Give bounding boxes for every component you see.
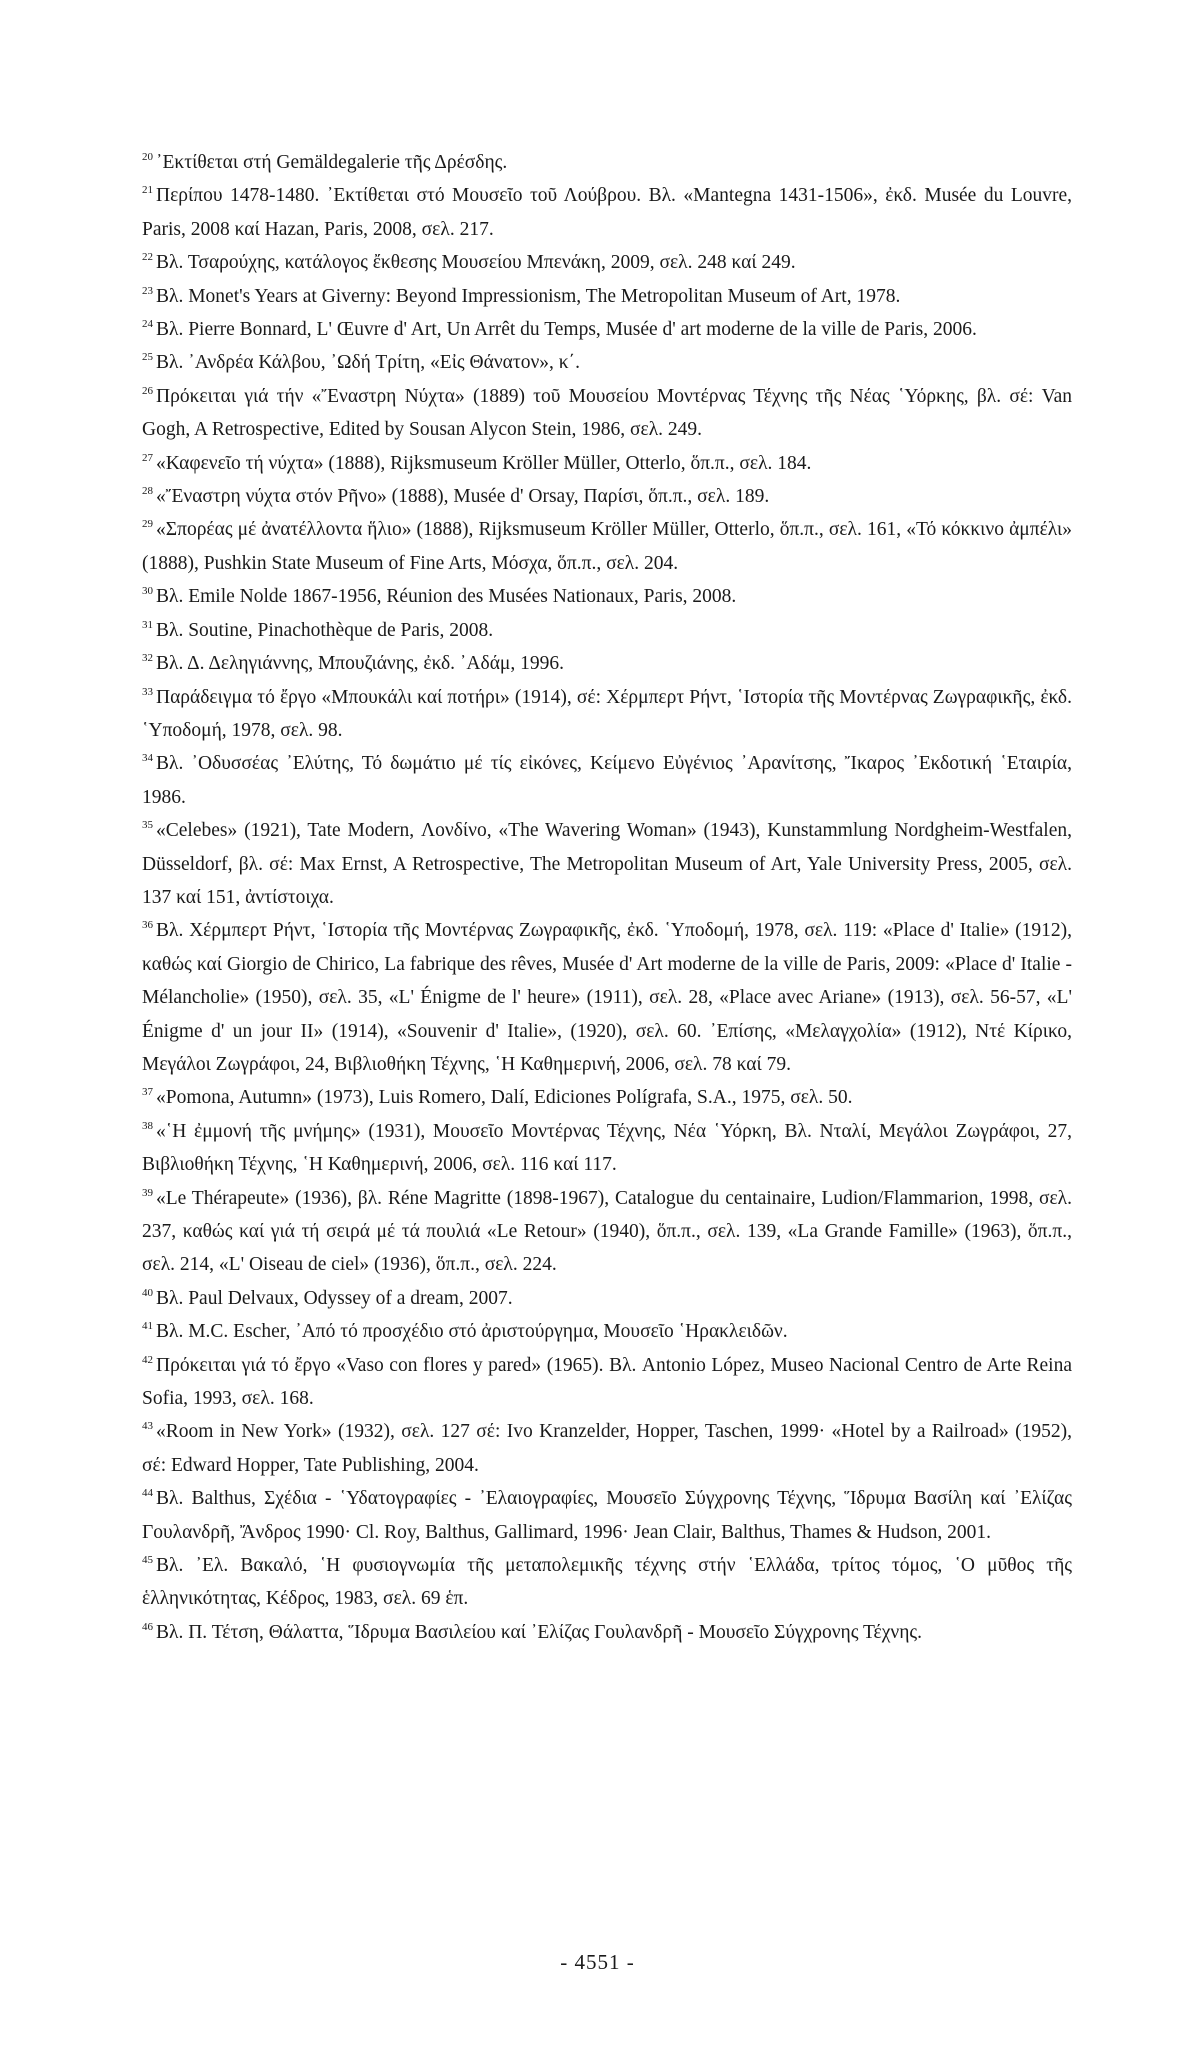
footnote-number: 31	[142, 618, 153, 631]
footnote	[142, 1282, 1072, 1315]
footnote-text: Βλ. ᾿Οδυσσέας ᾿Ελύτης, Τό δωμάτιο μέ τίς εἰκόνες, Κείμενο Εὐγένιος ᾿Αρανίτσης, Ἴκαρος ᾿Εκδοτική ῾Εταιρία, 1986.	[142, 753, 1072, 808]
footnote-text: Βλ. Χέρμπερτ Ρήντ, ῾Ιστορία τῆς Μοντέρνας Ζωγραφικῆς, ἐκδ. ῾Υποδομή, 1978, σελ. 119: «Place d' Italie» (1912), καθώς καί Giorgio de Chirico, La fabrique des rêves, Musée d' Art moderne de la ville de Paris, 2009: «Place d' Italie - Mélancholie» (1950), σελ. 35, «L' Énigme de l' heure» (1911), σελ. 28, «Place avec Ariane» (1913), σελ. 56-57, «L' Énigme d' un jour II» (1914), «Souvenir d' Italie», (1920), σελ. 60. ᾿Επίσης, «Μελαγχολία» (1912), Ντέ Κίρικο, Μεγάλοι Ζωγράφοι, 24, Βιβλιοθήκη Τέχνης, ῾Η Καθημερινή, 2006, σελ. 78 καί 79.	[142, 920, 1072, 1075]
footnote-number: 45	[142, 1554, 153, 1567]
footnote	[142, 380, 1072, 447]
footnote-number: 42	[142, 1353, 153, 1366]
footnote-text: «Le Thérapeute» (1936), βλ. Réne Magritte (1898-1967), Catalogue du centainaire, Ludion/Flammarion, 1998, σελ. 237, καθώς καί γιά τή σειρά μέ τά πουλιά «Le Retour» (1940), ὅπ.π., σελ. 139, «La Grande Famille» (1963), ὅπ.π., σελ. 214, «L' Oiseau de ciel» (1936), ὅπ.π., σελ. 224.	[142, 1187, 1072, 1276]
footnote	[142, 313, 1072, 346]
footnote	[142, 1549, 1072, 1616]
footnote-number: 33	[142, 685, 153, 698]
footnote-text: Βλ. Balthus, Σχέδια - ῾Υδατογραφίες - ᾿Ελαιογραφίες, Μουσεῖο Σύγχρονης Τέχνης, Ἵδρυμα Βασίλη καί ᾿Ελίζας Γουλανδρῆ, Ἄνδρος 1990· Cl. Roy, Balthus, Gallimard, 1996· Jean Clair, Balthus, Thames & Hudson, 2001.	[142, 1488, 1072, 1543]
footnote	[142, 814, 1072, 914]
footnote	[142, 513, 1072, 580]
footnote	[142, 580, 1072, 613]
footnote-number: 29	[142, 518, 153, 531]
footnote-text: Βλ. Τσαρούχης, κατάλογος ἔκθεσης Μουσείου Μπενάκη, 2009, σελ. 248 καί 249.	[156, 252, 796, 274]
page-number: - 4551 -	[560, 1950, 635, 1974]
footnote-number: 22	[142, 251, 153, 264]
footnote	[142, 1315, 1072, 1348]
footnote	[142, 1349, 1072, 1416]
footnote-number: 30	[142, 585, 153, 598]
footnote-number: 24	[142, 318, 153, 331]
footnote-text: ᾿Εκτίθεται στή Gemäldegalerie τῆς Δρέσδης.	[156, 152, 508, 173]
footnote-text: Πρόκειται γιά τό ἔργο «Vaso con flores y pared» (1965). Βλ. Antonio López, Museo Nacional Centro de Arte Reina Sofia, 1993, σελ. 168.	[142, 1354, 1072, 1410]
footnote	[142, 246, 1072, 279]
footnote	[142, 614, 1072, 647]
footnote-text: «Pomona, Autumn» (1973), Luis Romero, Dalí, Ediciones Polígrafa, S.A., 1975, σελ. 50.	[156, 1087, 853, 1109]
footnote-text: Βλ. Paul Delvaux, Odyssey of a dream, 2007.	[156, 1287, 513, 1309]
footnote-number: 27	[142, 451, 153, 464]
footnote-number: 40	[142, 1286, 153, 1299]
footnote-number: 39	[142, 1186, 153, 1199]
footnote-text: Βλ. Soutine, Pinachothèque de Paris, 2008.	[156, 619, 494, 641]
footnote	[142, 1081, 1072, 1114]
footnote	[142, 1115, 1072, 1182]
footnote-text: «Καφενεῖο τή νύχτα» (1888), Rijksmuseum Kröller Müller, Otterlo, ὅπ.π., σελ. 184.	[156, 452, 812, 474]
footnote	[142, 447, 1072, 480]
footnote-text: «Σπορέας μέ ἀνατέλλοντα ἥλιο» (1888), Rijksmuseum Kröller Müller, Otterlo, ὅπ.π., σελ. 161, «Τό κόκκινο ἀμπέλι» (1888), Pushkin State Museum of Fine Arts, Μόσχα, ὅπ.π., σελ. 204.	[142, 519, 1072, 574]
footnote	[142, 146, 1072, 179]
footnote	[142, 1415, 1072, 1482]
footnote-number: 32	[142, 652, 153, 665]
footnote-text: Βλ. ᾿Ανδρέα Κάλβου, ᾿Ωδή Τρίτη, «Εἰς Θάνατον», κ΄.	[156, 352, 580, 374]
footnote-number: 34	[142, 752, 153, 765]
footnote	[142, 647, 1072, 680]
footnote-text: Βλ. ᾿Ελ. Βακαλό, ῾Η φυσιογνωμία τῆς μεταπολεμικῆς τέχνης στήν ῾Ελλάδα, τρίτος τόμος, ῾Ο μῦθος τῆς ἑλληνικότητας, Κέδρος, 1983, σελ. 69 ἑπ.	[142, 1555, 1072, 1610]
footnote-text: Βλ. Emile Nolde 1867-1956, Réunion des Musées Nationaux, Paris, 2008.	[156, 586, 737, 608]
footnote-number: 21	[142, 184, 153, 197]
footnote-number: 46	[142, 1620, 153, 1633]
footnote-number: 28	[142, 485, 153, 498]
footnote	[142, 480, 1072, 513]
footnote	[142, 1482, 1072, 1549]
footnote-number: 37	[142, 1086, 153, 1099]
footnote-text: Βλ. Π. Τέτση, Θάλαττα, Ἵδρυμα Βασιλείου καί ᾿Ελίζας Γουλανδρῆ - Μουσεῖο Σύγχρονης Τέχνης.	[156, 1621, 923, 1643]
footnote	[142, 1182, 1072, 1282]
footnote-text: «Ἔναστρη νύχτα στόν Ρῆνο» (1888), Musée d' Orsay, Παρίσι, ὅπ.π., σελ. 189.	[156, 486, 770, 508]
footnote-text: «῾Η ἐμμονή τῆς μνήμης» (1931), Μουσεῖο Μοντέρνας Τέχνης, Νέα ῾Υόρκη, Βλ. Νταλί, Μεγάλοι Ζωγράφοι, 27, Βιβλιοθήκη Τέχνης, ῾Η Καθημερινή, 2006, σελ. 116 καί 117.	[142, 1120, 1072, 1176]
footnote-text: Βλ. Pierre Bonnard, L' Œuvre d' Art, Un Arrêt du Temps, Musée d' art moderne de la ville de Paris, 2006.	[156, 319, 977, 341]
footnote	[142, 1616, 1072, 1649]
footnote	[142, 280, 1072, 313]
footnote-number: 23	[142, 284, 153, 297]
footnote-text: «Celebes» (1921), Tate Modern, Λονδίνο, «The Wavering Woman» (1943), Kunstammlung Nordgheim-Westfalen, Düsseldorf, βλ. σέ: Max Ernst, A Retrospective, The Metropolitan Museum of Art, Yale University Press, 2005, σελ. 137 καί 151, ἀντίστοιχα.	[142, 820, 1072, 908]
footnote-number: 41	[142, 1320, 153, 1333]
footnote-text: Πρόκειται γιά τήν «Ἔναστρη Νύχτα» (1889) τοῦ Μουσείου Μοντέρνας Τέχνης τῆς Νέας ῾Υόρκης, βλ. σέ: Van Gogh, A Retrospective, Edited by Sousan Alycon Stein, 1986, σελ. 249.	[142, 385, 1072, 441]
footnote-number: 35	[142, 819, 153, 832]
footnote-text: Βλ. Δ. Δεληγιάννης, Μπουζιάνης, ἐκδ. ᾿Αδάμ, 1996.	[156, 653, 564, 675]
footnote-number: 25	[142, 351, 153, 364]
footnote-number: 38	[142, 1119, 153, 1132]
footnote	[142, 681, 1072, 748]
footnote	[142, 179, 1072, 246]
footnote-text: Βλ. Monet's Years at Giverny: Beyond Impressionism, The Metropolitan Museum of Art, 1978.	[156, 285, 901, 307]
footnote-number: 44	[142, 1487, 153, 1500]
footnote-text: Παράδειγμα τό ἔργο «Μπουκάλι καί ποτήρι» (1914), σέ: Χέρμπερτ Ρήντ, ῾Ιστορία τῆς Μοντέρνας Ζωγραφικῆς, ἐκδ. ῾Υποδομή, 1978, σελ. 98.	[142, 686, 1072, 741]
footnote-number: 43	[142, 1420, 153, 1433]
footnote-text: Περίπου 1478-1480. ᾿Εκτίθεται στό Μουσεῖο τοῦ Λούβρου. Βλ. «Mantegna 1431-1506», ἐκδ. Musée du Louvre, Paris, 2008 καί Hazan, Paris, 2008, σελ. 217.	[142, 185, 1072, 240]
footnote-text: Βλ. M.C. Escher, ᾿Από τό προσχέδιο στό ἀριστούργημα, Μουσεῖο ῾Ηρακλειδῶν.	[156, 1321, 788, 1343]
footnote-number: 36	[142, 919, 153, 932]
footnote	[142, 346, 1072, 379]
footnote-text: «Room in New York» (1932), σελ. 127 σέ: Ivo Kranzelder, Hopper, Taschen, 1999· «Hotel by a Railroad» (1952), σέ: Edward Hopper, Tate Publishing, 2004.	[142, 1421, 1072, 1476]
footnote-number: 26	[142, 384, 153, 397]
footnotes	[142, 146, 1072, 1649]
footnote	[142, 747, 1072, 814]
footnote-number: 20	[142, 151, 153, 163]
footnote	[142, 914, 1072, 1081]
